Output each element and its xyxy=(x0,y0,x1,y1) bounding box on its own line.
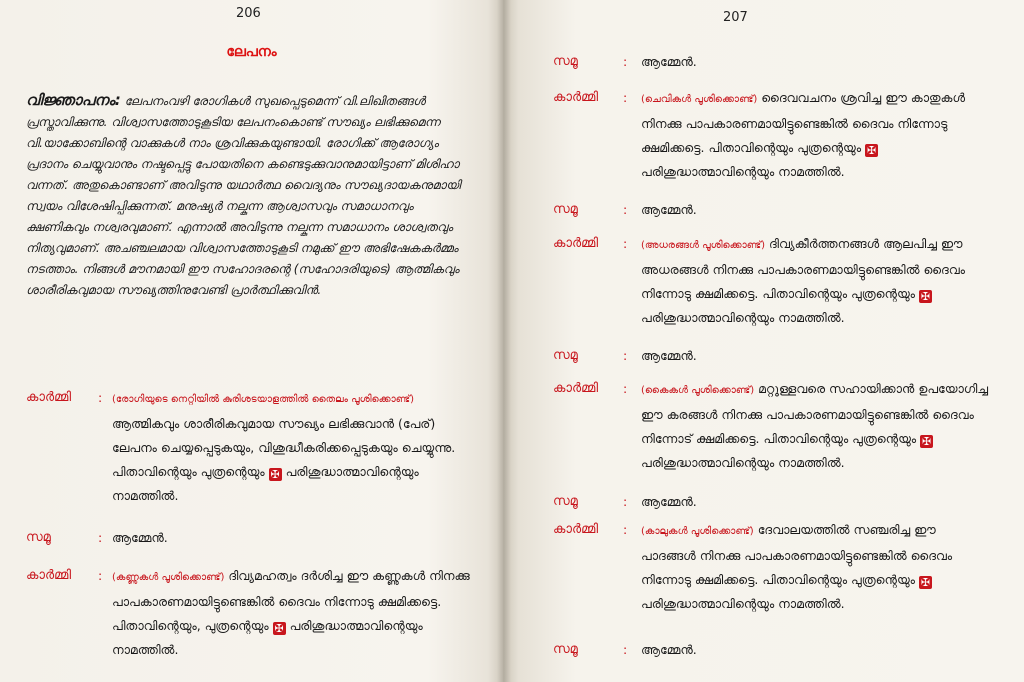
speaker-colon: : xyxy=(98,530,103,545)
right-page xyxy=(503,0,1024,682)
speaker-colon: : xyxy=(98,568,103,583)
rubric: (രോഗിയുടെ നെറ്റിയിൽ കുരിശടയാളത്തിൽ തൈലം പൂശിക്കൊണ്ട്) xyxy=(112,394,414,405)
response-block xyxy=(553,344,993,368)
speaker-label: കാർമ്മി xyxy=(553,90,599,105)
prayer-block xyxy=(26,564,476,662)
response-text: ആമ്മേൻ. xyxy=(641,642,697,657)
speaker-label: കാർമ്മി xyxy=(553,236,599,251)
cross-icon: ✠ xyxy=(274,622,284,635)
prayer-text-b: പരിശുദ്ധാത്മാവിന്റെയും നാമത്തിൽ. xyxy=(641,455,845,470)
prayer-block xyxy=(553,518,993,616)
speaker-label: കാർമ്മി xyxy=(26,390,72,405)
response-text: ആമ്മേൻ. xyxy=(641,494,697,509)
page-number: 207 xyxy=(723,10,748,25)
rubric: (ചെവികൾ പൂശിക്കൊണ്ട്) xyxy=(641,94,758,105)
intro-paragraph xyxy=(26,90,466,301)
speaker-label: കാർമ്മി xyxy=(553,381,599,396)
intro-lead: വിജ്ഞാപനം: xyxy=(26,91,121,109)
prayer-text-b: പരിശുദ്ധാത്മാവിന്റെയും നാമത്തിൽ. xyxy=(112,618,423,657)
speaker-label: സമൂ xyxy=(553,348,578,363)
cross-icon: ✠ xyxy=(920,576,931,589)
prayer-text xyxy=(112,564,476,662)
speaker-label: സമൂ xyxy=(553,202,578,217)
prayer-text-a: ദേവാലയത്തിൽ സഞ്ചരിച്ച ഈ പാദങ്ങൾ നിനക്കു പാപകാരണമായിട്ടുണ്ടെങ്കിൽ ദൈവം നിന്നോടു ക്ഷമിക്കട്ടെ. പിതാവിന്റെയും പുത്രന്റെയും xyxy=(641,522,953,587)
speaker-label: കാർമ്മി xyxy=(553,522,599,537)
speaker-colon: : xyxy=(623,522,628,537)
speaker-label: കാർമ്മി xyxy=(26,568,72,583)
rubric: (കൈകൾ പൂശിക്കൊണ്ട്) xyxy=(641,385,755,396)
prayer-text xyxy=(641,518,993,616)
intro-text: ലേപനംവഴി രോഗികൾ സുഖപ്പെടുമെന്ന് വി.ലിഖിതങ്ങൾ പ്രസ്താവിക്കുന്നു. വിശ്വാസത്തോടുകൂടിയ ലേപനംകൊണ്ട് സൗഖ്യം ലഭിക്കുമെന്ന വി.യാക്കോബിന്റെ വാക്കുകൾ നാം ശ്രവിക്കുകയുണ്ടായി. രോഗിക്ക് ആരോഗ്യം പ്രദാനം ചെയ്യുവാനും നഷ്ടപ്പെട്ടു പോയതിനെ കണ്ടെടുക്കുവാനുമായിട്ടാണ് മിശിഹാ വന്നത്. അതുകൊണ്ടാണ് അവിടുന്നു യഥാർത്ഥ വൈദ്യനും സൗഖ്യദായകനുമായി സ്വയം വിശേഷിപ്പിക്കുന്നത്. മനുഷ്യർ നല്കുന്ന ആശ്വാസവും സമാധാനവും ക്ഷണികവും നശ്വരവുമാണ്. എന്നാൽ അവിടുന്നു നല്കുന്ന സമാധാനം ശാശ്വതവും നിത്യവുമാണ്. അചഞ്ചലമായ വിശ്വാസത്തോടുകൂടി നമുക്ക് ഈ അഭിഷേകകർമ്മം നടത്താം. നിങ്ങൾ മൗനമായി ഈ സഹോദരന്റെ (സഹോദരിയുടെ) ആത്മികവും ശാരീരികവുമായ സൗഖ്യത്തിനുവേണ്ടി പ്രാർത്ഥിക്കുവിൻ. xyxy=(26,94,461,297)
cross-icon: ✠ xyxy=(920,290,931,303)
speaker-label: സമൂ xyxy=(553,494,578,509)
book-gutter xyxy=(497,0,511,682)
response-block xyxy=(26,526,476,550)
response-block xyxy=(553,198,993,222)
speaker-colon: : xyxy=(623,348,628,363)
rubric: (അധരങ്ങൾ പൂശിക്കൊണ്ട്) xyxy=(641,240,766,251)
prayer-text-b: പരിശുദ്ധാത്മാവിന്റെയും നാമത്തിൽ. xyxy=(112,464,419,503)
prayer-text-a: ആത്മികവും ശാരീരികവുമായ സൗഖ്യം ലഭിക്കുവാൻ (പേര്) ലേപനം ചെയ്യപ്പെടുകയും, വിശുദ്ധീകരിക്കപ്പെടുകയും ചെയ്യുന്നു. പിതാവിന്റെയും പുത്രന്റെയും xyxy=(112,416,456,479)
response-block xyxy=(553,50,993,74)
cross-icon: ✠ xyxy=(921,435,932,448)
prayer-text xyxy=(641,377,993,475)
prayer-text-b: പരിശുദ്ധാത്മാവിന്റെയും നാമത്തിൽ. xyxy=(641,310,845,325)
prayer-block xyxy=(553,377,993,475)
prayer-block xyxy=(553,86,993,184)
prayer-text-b: പരിശുദ്ധാത്മാവിന്റെയും നാമത്തിൽ. xyxy=(641,164,845,179)
speaker-label: സമൂ xyxy=(553,54,578,69)
response-block xyxy=(553,638,993,662)
rubric: (കണ്ണുകൾ പൂശിക്കൊണ്ട്) xyxy=(112,572,225,583)
speaker-colon: : xyxy=(623,642,628,657)
speaker-colon: : xyxy=(623,90,628,105)
response-text: ആമ്മേൻ. xyxy=(112,530,168,545)
speaker-colon: : xyxy=(98,390,103,405)
prayer-text xyxy=(641,232,993,330)
prayer-text-b: പരിശുദ്ധാത്മാവിന്റെയും നാമത്തിൽ. xyxy=(641,596,845,611)
speaker-colon: : xyxy=(623,202,628,217)
response-text: ആമ്മേൻ. xyxy=(641,54,697,69)
prayer-text-a: ദൈവവചനം ശ്രവിച്ച ഈ കാതുകൾ നിനക്കു പാപകാരണമായിട്ടുണ്ടെങ്കിൽ ദൈവം നിന്നോടു ക്ഷമിക്കട്ടെ. പിതാവിന്റെയും പുത്രന്റെയും xyxy=(641,90,965,155)
speaker-colon: : xyxy=(623,494,628,509)
rubric: (കാലുകൾ പൂശിക്കൊണ്ട്) xyxy=(641,526,754,537)
response-text: ആമ്മേൻ. xyxy=(641,348,697,363)
speaker-colon: : xyxy=(623,54,628,69)
speaker-colon: : xyxy=(623,381,628,396)
prayer-block xyxy=(553,232,993,330)
speaker-label: സമൂ xyxy=(26,530,51,545)
prayer-text-a: ദിവ്യമഹത്വം ദർശിച്ച ഈ കണ്ണുകൾ നിനക്കു പാപകാരണമായിട്ടുണ്ടെങ്കിൽ ദൈവം നിന്നോടു ക്ഷമിക്കട്ടെ. പിതാവിന്റെയും, പുത്രന്റെയും xyxy=(112,568,470,633)
prayer-block xyxy=(26,386,476,508)
section-title: ലേപനം xyxy=(226,44,277,60)
response-text: ആമ്മേൻ. xyxy=(641,202,697,217)
page-number: 206 xyxy=(236,6,261,21)
response-block xyxy=(553,490,993,514)
prayer-text-a: ദിവ്യകീർത്തനങ്ങൾ ആലപിച്ച ഈ അധരങ്ങൾ നിനക്കു പാപകാരണമായിട്ടുണ്ടെങ്കിൽ ദൈവം നിന്നോടു ക്ഷമിക്കട്ടെ. പിതാവിന്റെയും പുത്രന്റെയും xyxy=(641,236,965,301)
speaker-colon: : xyxy=(623,236,628,251)
prayer-text xyxy=(641,86,993,184)
prayer-text xyxy=(112,386,476,508)
cross-icon: ✠ xyxy=(866,144,877,157)
left-page xyxy=(0,0,503,682)
speaker-label: സമൂ xyxy=(553,642,578,657)
cross-icon: ✠ xyxy=(270,468,280,481)
prayer-text-a: മറ്റുള്ളവരെ സഹായിക്കാൻ ഉപയോഗിച്ച ഈ കരങ്ങൾ നിനക്കു പാപകാരണമായിട്ടുണ്ടെങ്കിൽ ദൈവം നിന്നോട് ക്ഷമിക്കട്ടെ. പിതാവിന്റെയും പുത്രന്റെയും xyxy=(641,381,989,446)
